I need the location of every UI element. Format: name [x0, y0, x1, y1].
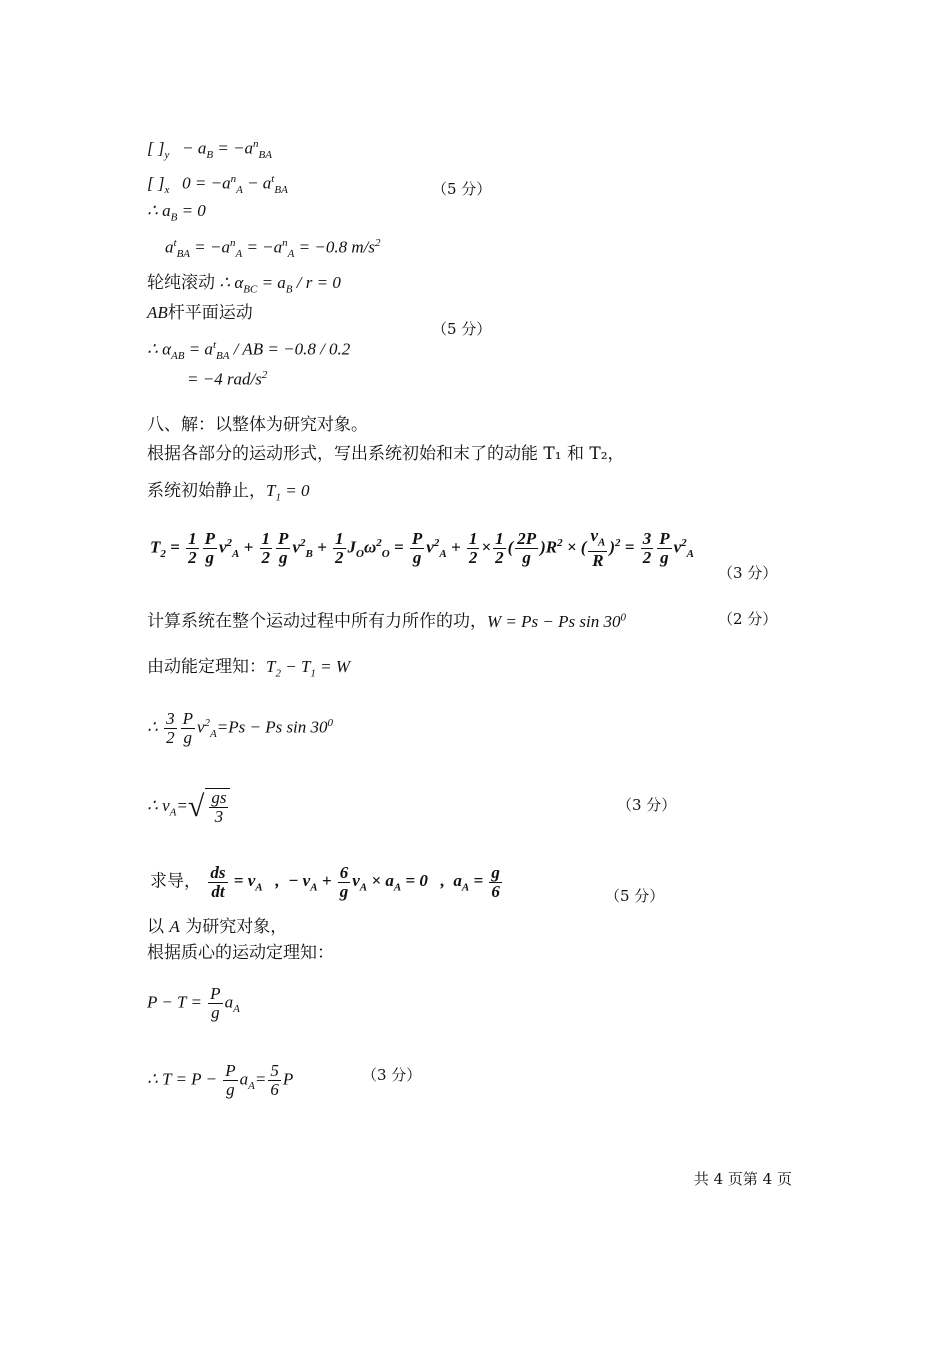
equation-aba-value: $a^t_{BA} = -a^n_A = -a^n_A = -0.8$ $m/s^2$	[165, 237, 381, 261]
text-energy-theorem: 由动能定理知：$T_2 - T_1 = W$	[147, 657, 351, 680]
score-label: （5 分）	[432, 320, 492, 338]
score-label: （5 分）	[605, 887, 665, 905]
equation-x-projection: [ ]$_x$ $0 = -a^n_A - a^t_{BA}$	[147, 173, 288, 197]
page-number: 共 4 页第 4 页	[693, 1170, 792, 1188]
section-heading: 八、解：以整体为研究对象。	[147, 415, 368, 435]
equation-alpha-ab: ∴ $\alpha_{AB} = a^t_{BA}$ / AB = −0.8 / 0.2	[147, 339, 351, 363]
equation-energy-balance: ∴ $\frac{3}{2}$ $\frac{P}{g}$ $v^2_A=Ps - Ps$ $\sin 30^0$	[147, 709, 334, 747]
text-study-a: 以 A 为研究对象，	[147, 917, 288, 937]
text-ab-plane-motion: AB杆平面运动	[147, 303, 253, 323]
equation-t2: $T_2$ = $\frac{1}{2}$ $\frac{P}{g}$ $v^2_A$ + $\frac{1}{2}$ $\frac{P}{g}$ $v^2_B$ + $\frac{1}{2}$ $J_O\omega^2_O$ = $\frac{P}{g}$ $v^2_A$ + $\frac{1}{2}$ × $\frac{1}{2}$ ( $\frac{2P}{g}$ )$R^2$ × ( $\frac{v_A}{R}$ )$^2$ = $\frac{3}{2}$ $\frac{P}{g}$ $v^2_A$	[150, 526, 695, 571]
equation-y-projection: [ ]$_y - a_B = -a^n_{BA}$	[147, 138, 272, 162]
equation-p-minus-t: P − T = $\frac{P}{g}$ $a_A$	[147, 984, 240, 1022]
equation-t-result: ∴ T = P − $\frac{P}{g}$ $a_A=$ $\frac{5}{6}$ P	[147, 1061, 294, 1099]
text-work: 计算系统在整个运动过程中所有力所作的功，W = Ps − Ps $\sin 30^0$	[147, 611, 626, 632]
score-label: （3 分）	[617, 796, 677, 814]
text-initial-rest: 系统初始静止，$T_1 = 0$	[147, 481, 310, 504]
equation-va: ∴ $v_A=√$ $\frac{gs}{3}$	[147, 788, 230, 826]
equation-alpha-ab-result: = −4 rad/$s^2$	[187, 369, 268, 389]
text-kinetic-energy: 根据各部分的运动形式，写出系统初始和末了的动能 T₁ 和 T₂，	[147, 444, 625, 464]
equation-derivative: 求导， $\frac{ds}{dt}$ = $v_A$ , − $v_A$ + $\frac{6}{g}$ $v_A \times a_A = 0$ , $a_A$ = $\frac{g}{6}$	[150, 863, 500, 901]
equation-wheel-rolling: 轮纯滚动 ∴ $\alpha_{BC} = a_B / r = 0$	[147, 273, 341, 296]
score-label: （3 分）	[362, 1066, 422, 1084]
text-centroid-theorem: 根据质心的运动定理知：	[147, 943, 334, 963]
score-label: （5 分）	[432, 180, 492, 198]
score-label: （2 分）	[718, 610, 778, 628]
score-label: （3 分）	[718, 564, 778, 582]
equation-ab-zero: ∴ $a_B = 0$	[147, 201, 206, 224]
